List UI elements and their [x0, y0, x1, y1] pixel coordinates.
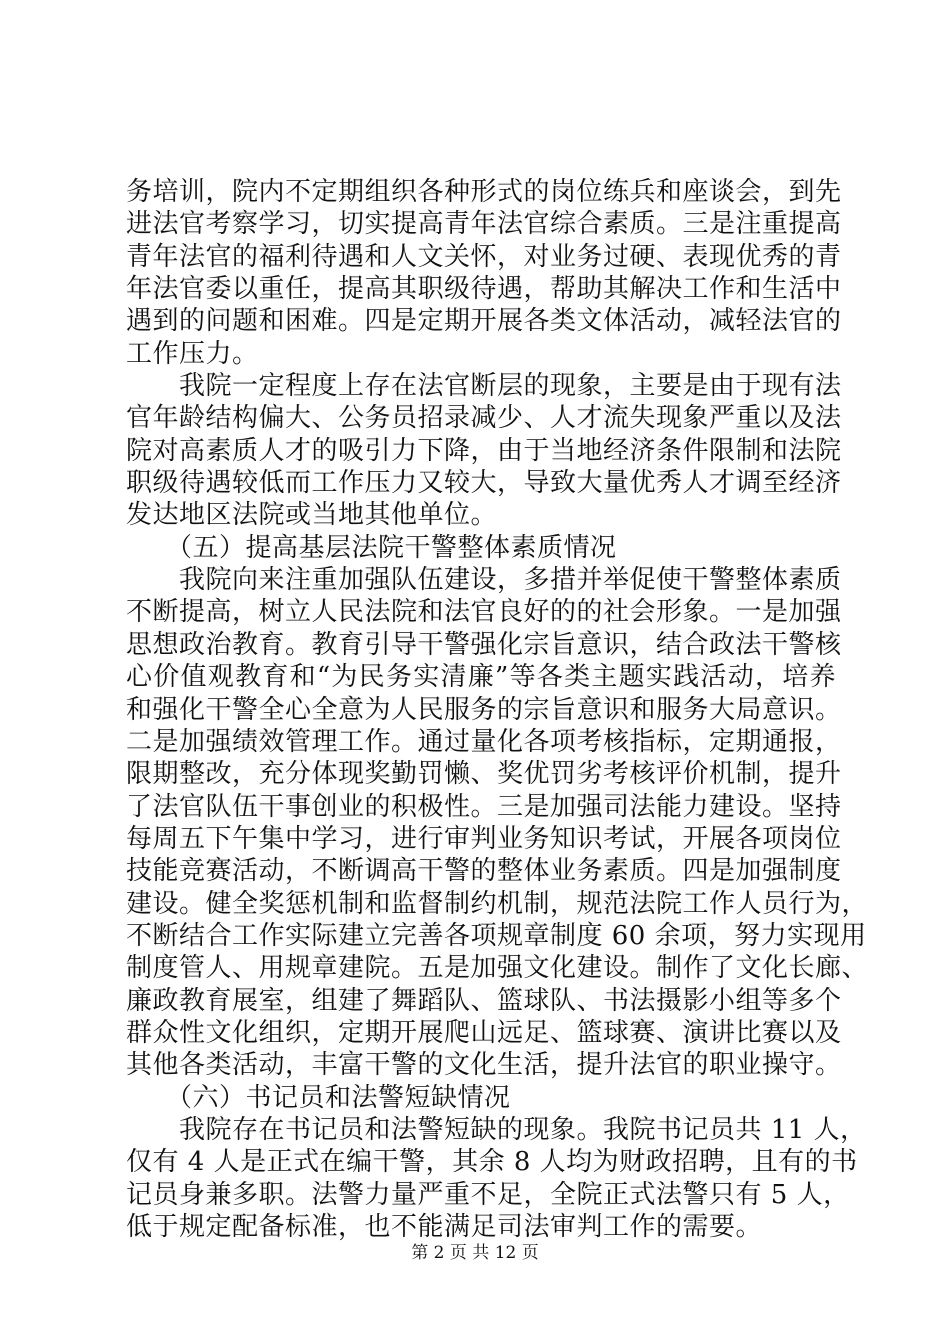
text-line: 我院存在书记员和法警短缺的现象。我院书记员共 11 人， — [126, 1114, 867, 1145]
text-line: 低于规定配备标准，也不能满足司法审判工作的需要。 — [126, 1212, 763, 1242]
text-line: 我院向来注重加强队伍建设，多措并举促使干警整体素质 — [126, 565, 842, 596]
text-line: 其他各类活动，丰富干警的文化生活，提升法官的职业操守。 — [126, 1050, 842, 1081]
text-line: 职级待遇较低而工作压力又较大，导致大量优秀人才调至经济 — [126, 468, 842, 499]
text-line: 院对高素质人才的吸引力下降，由于当地经济条件限制和法院 — [126, 435, 842, 466]
text-line: 廉政教育展室，组建了舞蹈队、篮球队、书法摄影小组等多个 — [126, 985, 842, 1016]
text-line: 心价值观教育和“为民务实清廉”等各类主题实践活动，培养 — [126, 662, 836, 693]
text-line: 制度管人、用规章建院。五是加强文化建设。制作了文化长廊、 — [126, 953, 869, 984]
text-line: 思想政治教育。教育引导干警强化宗旨意识，结合政法干警核 — [126, 629, 842, 660]
page-number-label: 第 2 页 共 12 页 — [411, 1243, 539, 1263]
text-line: 不断提高，树立人民法院和法官良好的的社会形象。一是加强 — [126, 597, 842, 628]
text-line: 群众性文化组织，定期开展爬山远足、篮球赛、演讲比赛以及 — [126, 1017, 842, 1048]
text-line: 不断结合工作实际建立完善各项规章制度 60 余项，努力实现用 — [126, 920, 867, 951]
text-line: 了法官队伍干事创业的积极性。三是加强司法能力建设。坚持 — [126, 791, 842, 822]
text-line: 二是加强绩效管理工作。通过量化各项考核指标，定期通报， — [126, 726, 842, 757]
text-line: 限期整改，充分体现奖勤罚懒、奖优罚劣考核评价机制，提升 — [126, 759, 842, 790]
text-line: 年法官委以重任，提高其职级待遇，帮助其解决工作和生活中 — [126, 274, 842, 305]
text-line: 我院一定程度上存在法官断层的现象，主要是由于现有法 — [126, 371, 842, 402]
text-line: 技能竞赛活动，不断调高干警的整体业务素质。四是加强制度 — [126, 856, 842, 887]
text-line: 发达地区法院或当地其他单位。 — [126, 500, 498, 531]
page-footer — [0, 1242, 950, 1264]
text-line: 记员身兼多职。法警力量严重不足，全院正式法警只有 5 人， — [126, 1179, 850, 1210]
text-line: 和强化干警全心全意为人民服务的宗旨意识和服务大局意识。 — [126, 694, 842, 725]
text-line: 进法官考察学习，切实提高青年法官综合素质。三是注重提高 — [126, 209, 842, 240]
text-line: （六）书记员和法警短缺情况 — [126, 1082, 511, 1113]
text-line: 建设。健全奖惩机制和监督制约机制，规范法院工作人员行为， — [126, 888, 869, 919]
text-line: 遇到的问题和困难。四是定期开展各类文体活动，减轻法官的 — [126, 306, 842, 337]
text-line: 每周五下午集中学习，进行审判业务知识考试，开展各项岗位 — [126, 823, 842, 854]
text-line: 仅有 4 人是正式在编干警，其余 8 人均为财政招聘，且有的书 — [126, 1147, 858, 1178]
text-line: 务培训，院内不定期组织各种形式的岗位练兵和座谈会，到先 — [126, 177, 842, 207]
document-body — [126, 176, 869, 1243]
text-line: （五）提高基层法院干警整体素质情况 — [126, 532, 617, 563]
text-line: 官年龄结构偏大、公务员招录减少、人才流失现象严重以及法 — [126, 403, 842, 434]
text-line: 工作压力。 — [126, 338, 259, 369]
text-line: 青年法官的福利待遇和人文关怀，对业务过硬、表现优秀的青 — [126, 241, 842, 272]
